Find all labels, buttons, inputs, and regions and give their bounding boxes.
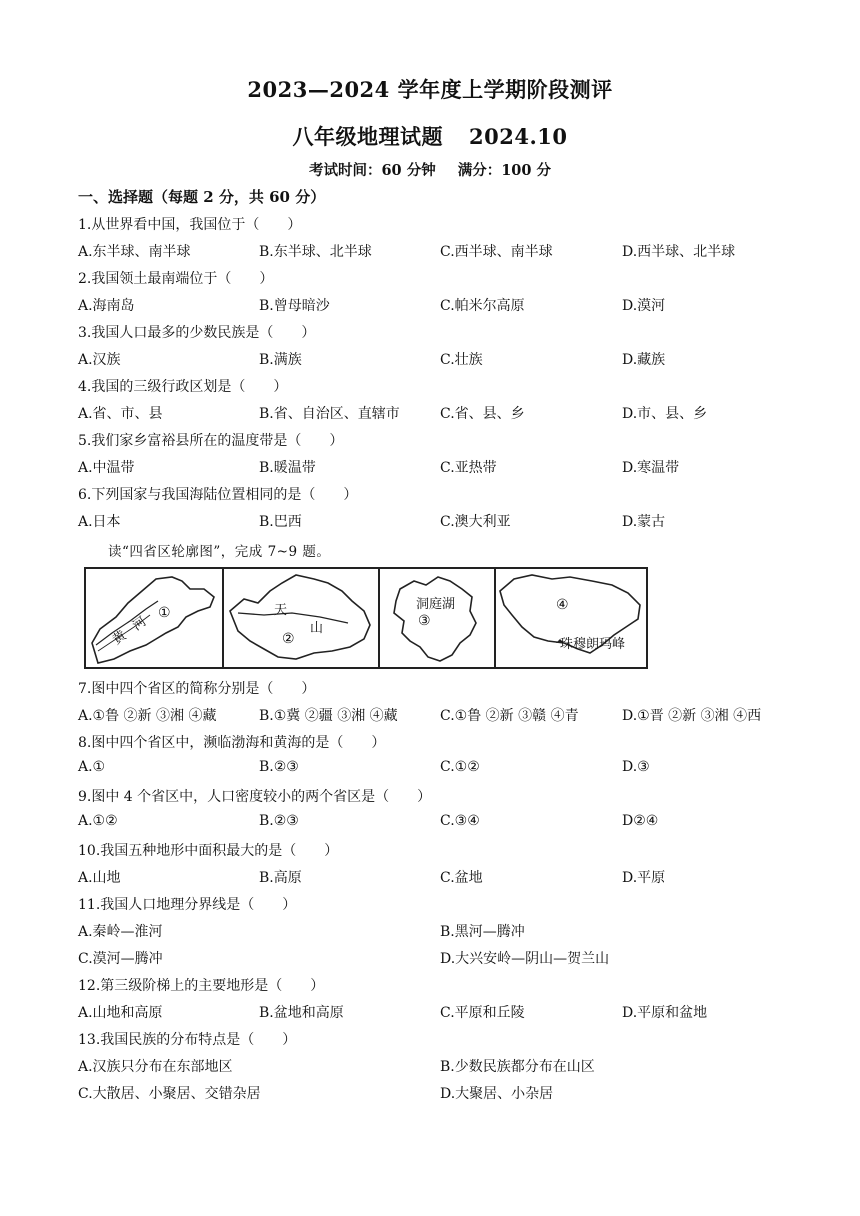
option-b: B.满族 (259, 352, 302, 368)
option-a: A.秦岭—淮河 (78, 924, 163, 940)
option-c: C.壮族 (440, 352, 483, 368)
option-a: A.汉族 (78, 352, 121, 368)
option-c: C.①鲁 ②新 ③赣 ④青 (440, 708, 579, 724)
exam-score: 满分：100 分 (457, 162, 552, 179)
option-a: A.汉族只分布在东部地区 (78, 1059, 233, 1075)
reading-instruction: 读“四省区轮廓图”，完成 7~9 题。 (108, 544, 331, 560)
option-b: B.巴西 (259, 514, 302, 530)
option-a: A.①鲁 ②新 ③湘 ④藏 (78, 708, 217, 724)
option-a: A.① (78, 759, 106, 775)
option-d: D.西半球、北半球 (622, 244, 736, 260)
province-2-number: ② (282, 631, 295, 647)
question-options (78, 759, 798, 781)
exam-info (0, 159, 860, 180)
option-c: C.帕米尔高原 (440, 298, 525, 314)
exam-subject-line (0, 121, 860, 151)
question-stem: 4.我国的三级行政区划是（ ） (78, 379, 288, 395)
question-stem: 7.图中四个省区的简称分别是（ ） (78, 681, 316, 697)
option-d: D.寒温带 (622, 460, 680, 476)
yellow-river-label-1: 黄 (110, 628, 130, 649)
option-b: B.盆地和高原 (259, 1005, 344, 1021)
question-options (78, 349, 798, 371)
question-options (78, 1002, 798, 1024)
exam-date: 2024.10 (469, 124, 568, 149)
option-b: B.黑河—腾冲 (440, 924, 525, 940)
question-stem: 12.第三级阶梯上的主要地形是（ ） (78, 978, 325, 994)
option-d: D.漠河 (622, 298, 666, 314)
question-stem: 10.我国五种地形中面积最大的是（ ） (78, 843, 339, 859)
map-panel-1 (86, 569, 222, 667)
option-b: B.暖温带 (259, 460, 316, 476)
option-d: D.大兴安岭—阴山—贺兰山 (440, 951, 610, 967)
question-options (78, 295, 798, 317)
option-d: D.藏族 (622, 352, 666, 368)
province-4-outline (496, 569, 646, 667)
question-options (78, 921, 798, 943)
option-a: A.①② (78, 813, 118, 829)
option-d: D.平原 (622, 870, 666, 886)
option-d: D.①晋 ②新 ③湘 ④西 (622, 708, 762, 724)
question-stem: 11.我国人口地理分界线是（ ） (78, 897, 297, 913)
option-a: A.山地 (78, 870, 121, 886)
exam-time: 考试时间：60 分钟 (308, 162, 436, 179)
option-d: D.蒙古 (622, 514, 666, 530)
question-stem: 8.图中四个省区中，濒临渤海和黄海的是（ ） (78, 735, 386, 751)
option-a: A.中温带 (78, 460, 135, 476)
tianshan-label-1: 天 (274, 603, 288, 618)
province-1-number: ① (158, 605, 171, 621)
question-stem: 6.下列国家与我国海陆位置相同的是（ ） (78, 487, 358, 503)
question-stem: 2.我国领土最南端位于（ ） (78, 271, 274, 287)
option-b: B.东半球、北半球 (259, 244, 372, 260)
yellow-river-label-2: 河 (130, 614, 150, 635)
question-options (78, 705, 818, 727)
province-4-number: ④ (556, 597, 569, 613)
exam-subject: 八年级地理试题 (292, 124, 443, 149)
option-a: A.东半球、南半球 (78, 244, 191, 260)
question-options (78, 457, 798, 479)
option-a: A.海南岛 (78, 298, 135, 314)
province-3-number: ③ (418, 613, 431, 629)
option-c: C.平原和丘陵 (440, 1005, 525, 1021)
option-b: B.②③ (259, 813, 299, 829)
map-panel-3 (378, 569, 494, 667)
option-b: B.②③ (259, 759, 299, 775)
province-3-outline (380, 569, 494, 667)
question-stem: 9.图中 4 个省区中，人口密度较小的两个省区是（ ） (78, 789, 432, 805)
question-stem: 13.我国民族的分布特点是（ ） (78, 1032, 297, 1048)
option-d: D②④ (622, 813, 659, 829)
map-panel-2 (222, 569, 378, 667)
everest-label: 珠穆朗玛峰 (560, 637, 626, 652)
section-heading: 一、选择题（每题 2 分，共 60 分） (78, 188, 326, 206)
option-b: B.少数民族都分布在山区 (440, 1059, 595, 1075)
tianshan-label-2: 山 (310, 621, 324, 636)
exam-title: 2023—2024 学年度上学期阶段测评 (247, 77, 613, 102)
option-b: B.省、自治区、直辖市 (259, 406, 400, 422)
option-b: B.高原 (259, 870, 302, 886)
option-a: A.日本 (78, 514, 121, 530)
province-outline-figure (84, 567, 648, 669)
option-c: C.①② (440, 759, 480, 775)
option-a: A.省、市、县 (78, 406, 163, 422)
option-c: C.③④ (440, 813, 480, 829)
option-d: D.市、县、乡 (622, 406, 708, 422)
question-options (78, 813, 798, 835)
province-1-outline (86, 569, 220, 667)
question-stem: 3.我国人口最多的少数民族是（ ） (78, 325, 316, 341)
question-stem: 1.从世界看中国，我国位于（ ） (78, 217, 302, 233)
option-b: B.曾母暗沙 (259, 298, 330, 314)
option-d: D.平原和盆地 (622, 1005, 708, 1021)
question-options (78, 511, 798, 533)
option-c: C.盆地 (440, 870, 483, 886)
option-a: A.山地和高原 (78, 1005, 163, 1021)
option-c: C.西半球、南半球 (440, 244, 553, 260)
province-2-outline (224, 569, 378, 667)
question-options (78, 948, 798, 970)
question-options (78, 241, 798, 263)
dongting-lake-label: 洞庭湖 (416, 597, 456, 612)
question-options (78, 1083, 798, 1105)
question-options (78, 867, 798, 889)
option-c: C.漠河—腾冲 (78, 951, 163, 967)
question-stem: 5.我们家乡富裕县所在的温度带是（ ） (78, 433, 344, 449)
option-c: C.省、县、乡 (440, 406, 525, 422)
option-b: B.①冀 ②疆 ③湘 ④藏 (259, 708, 398, 724)
question-options (78, 403, 798, 425)
option-d: D.大聚居、小杂居 (440, 1086, 554, 1102)
option-c: C.亚热带 (440, 460, 497, 476)
option-c: C.大散居、小聚居、交错杂居 (78, 1086, 261, 1102)
option-d: D.③ (622, 759, 650, 775)
option-c: C.澳大利亚 (440, 514, 511, 530)
map-panel-4 (494, 569, 646, 667)
question-options (78, 1056, 798, 1078)
